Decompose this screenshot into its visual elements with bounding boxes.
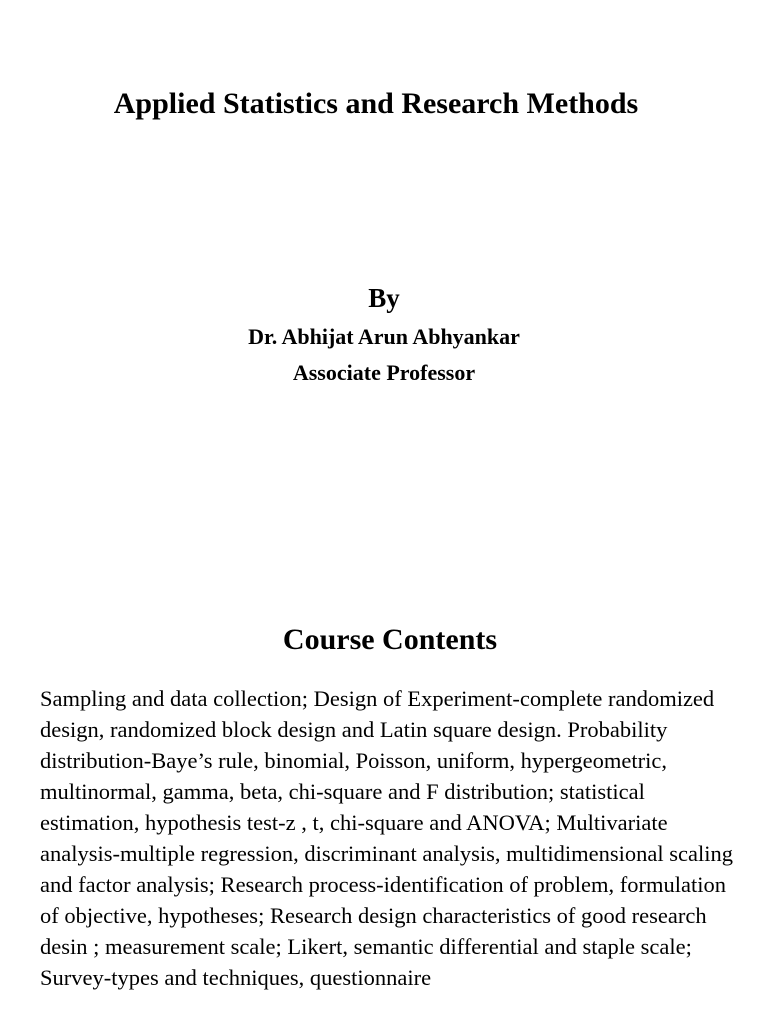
course-contents-body: Sampling and data collection; Design of Experiment-complete randomized design, randomized block design and Latin square design. Probability distribution-Baye’s rule, binomial, Poisson, uniform, hypergeometric, multinormal, gamma, beta, chi-square and F distribution; statistical estimation, hypothesis test-z , t, chi-square and ANOVA; Multivariate analysis-multiple regression, discriminant analysis, multidimensional scaling and factor analysis; Research process-identification of problem, formulation of objective, hypotheses; Research design characteristics of good research desin ; measurement scale; Likert, semantic differential and staple scale; Survey-types and techniques, questionnaire xyxy=(40,686,734,990)
course-contents-heading: Course Contents xyxy=(282,623,498,656)
document-title: Applied Statistics and Research Methods xyxy=(113,87,639,120)
byline: By xyxy=(368,283,400,313)
author-role: Associate Professor xyxy=(292,360,476,385)
author-name: Dr. Abhijat Arun Abhyankar xyxy=(248,324,520,349)
